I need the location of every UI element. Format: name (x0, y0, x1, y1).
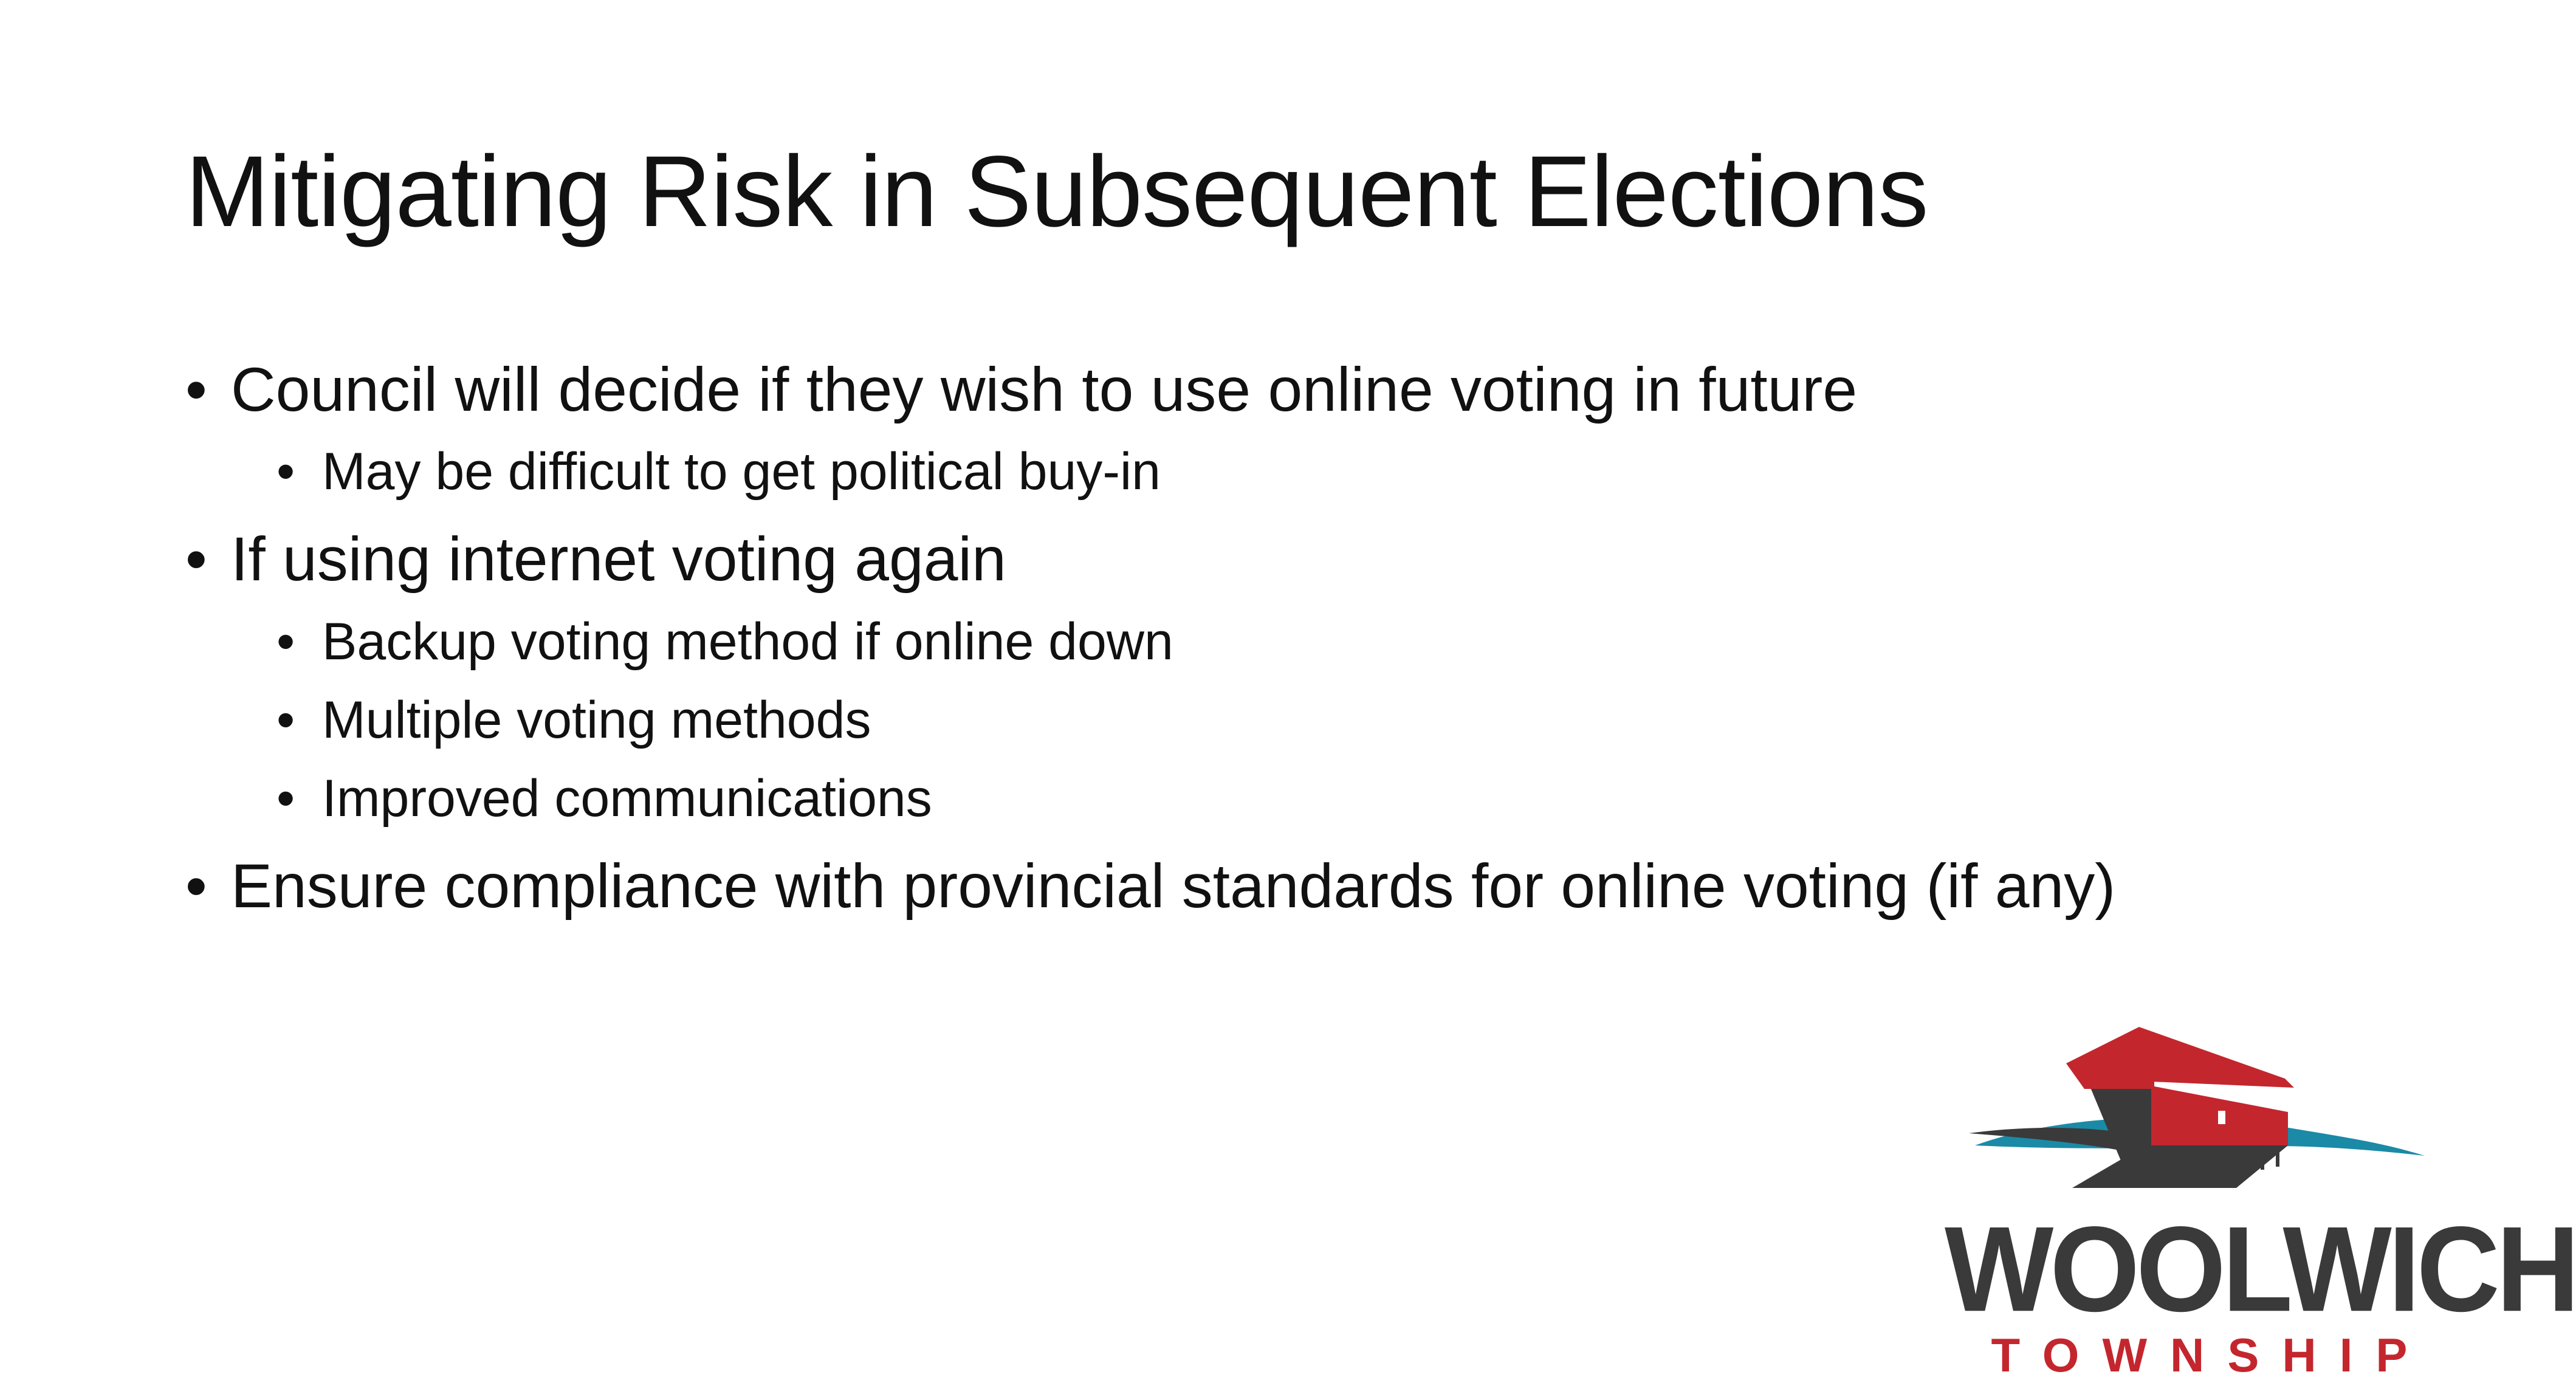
bullet-text: Council will decide if they wish to use online voting in future (231, 355, 1858, 424)
bullet-text: Ensure compliance with provincial standards for online voting (if any) (231, 851, 2116, 921)
bullet-list (185, 352, 2312, 923)
sub-bullet-text: Improved communications (322, 769, 932, 828)
covered-bridge-icon (1945, 1021, 2431, 1203)
sub-bullet-item (276, 681, 2312, 760)
bullet-marker: • (185, 524, 207, 594)
bullet-marker: • (276, 769, 295, 828)
bullet-item (185, 522, 2312, 837)
sub-bullet-list (231, 603, 2312, 838)
sub-bullet-item (276, 433, 2312, 511)
bullet-marker: • (276, 442, 295, 501)
woolwich-township-logo (1945, 1021, 2576, 1382)
slide-title: Mitigating Risk in Subsequent Elections (185, 136, 1928, 248)
sub-bullet-item (276, 760, 2312, 838)
logo-wordmark: WOOLWICH (1945, 1201, 2576, 1337)
bullet-marker: • (185, 851, 207, 921)
sub-bullet-list (231, 433, 2312, 511)
bullet-marker: • (276, 612, 295, 671)
sub-bullet-text: Multiple voting methods (322, 690, 871, 749)
logo-subtitle: TOWNSHIP (1991, 1328, 2431, 1382)
bullet-item (185, 849, 2312, 923)
bullet-item (185, 352, 2312, 511)
sub-bullet-text: Backup voting method if online down (322, 612, 1173, 671)
sub-bullet-text: May be difficult to get political buy-in (322, 442, 1161, 501)
bullet-marker: • (276, 690, 295, 749)
sub-bullet-item (276, 603, 2312, 681)
bullet-text: If using internet voting again (231, 524, 1006, 594)
bullet-marker: • (185, 355, 207, 424)
slide-body (185, 352, 2312, 934)
